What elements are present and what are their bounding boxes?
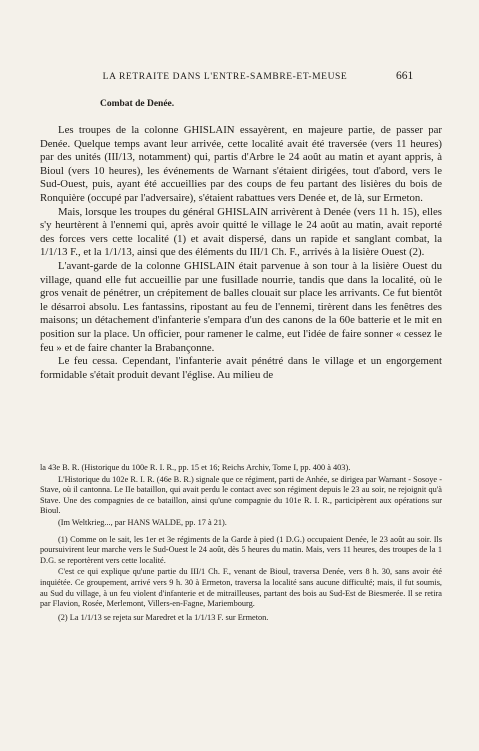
footnote-1-continued: C'est ce qui explique qu'une partie du III/1 Ch. F., venant de Bioul, traversa Denée, vers 8 h. 30, sans avoir été inquiétée. Ce groupement, arrivé vers 9 h. 30 à Ermeton, traversa la localité sans aucune difficulté; mais, il fut soumis, au Sud du village, à un feu violent d'infanterie et de mitrailleuses, partant des bois au Sud-Est de Biesmerée. Il se retira par Flavion, Rosée, Merlemont, Villers-en-Fagne, Mariembourg. xyxy=(40,567,442,609)
main-text xyxy=(40,124,442,382)
section-title: Combat de Denée. xyxy=(100,99,175,109)
footnote-historique: L'Historique du 102e R. I. R. (46e B. R.) signale que ce régiment, parti de Anhée, se dirigea par Warnant - Sosoye - Stave, où il cantonna. Le IIe bataillon, qui avait perdu le contact avec son régiment depuis le 23 au soir, ne rejoignit qu'à Stave. Une des compagnies de ce bataillon, ainsi qu'une compagnie du 101e R. I. R., participèrent aux opérations sur Bioul. xyxy=(40,474,442,516)
footnote-2: (2) La 1/1/13 se rejeta sur Maredret et la 1/1/13 F. sur Ermeton. xyxy=(58,612,269,622)
footnote-1: (1) Comme on le sait, les 1er et 3e régiments de la Garde à pied (1 D.G.) occupaient Denée, le 23 août au soir. Ils poursuivirent leur marche vers le Sud-Ouest le 24 août, dès 5 heures du matin. Mais, vers 11 heures, des troupes de la 1 D.G. se reportèrent vers cette localité. xyxy=(40,534,442,565)
running-title: LA RETRAITE DANS L'ENTRE-SAMBRE-ET-MEUSE xyxy=(102,72,348,82)
paragraph: Mais, lorsque les troupes du général GHISLAIN arrivèrent à Denée (vers 11 h. 15), elles s'y heurtèrent à l'ennemi qui, après avoir quitté le village le 24 août au matin, avait reporté des forces vers cette localité (1) et avait dispersé, dans un rapide et sanglant combat, la 1/1/13 F., et la 1/1/13, ainsi que des éléments du III/1 Ch. F., arrivés à la lisière Ouest (2). xyxy=(40,205,442,259)
paragraph: Le feu cessa. Cependant, l'infanterie avait pénétré dans le village et un engorgement formidable s'était produit devant l'église. Au milieu de xyxy=(40,355,442,381)
paragraph: L'avant-garde de la colonne GHISLAIN était parvenue à son tour à la lisière Ouest du village, quand elle fut accueillie par une fusillade nourrie, tandis que dans la localité, où le gros venait de pénétrer, un crépitement de balles clouait sur place les arrivants. Ce fut bientôt le désarroi absolu. Les fantassins, ripostant au feu de l'ennemi, tirèrent dans les fenêtres des maisons; un détachement d'infanterie s'empara d'un des canons de la 60e batterie et le mit en position sur la place. Un officier, pour ramener le calme, eut l'idée de faire sonner « cessez le feu » et de faire chanter la Brabançonne. xyxy=(40,259,442,354)
footnotes xyxy=(40,463,442,626)
footnote-weltkrieg: (Im Weltkrieg..., par HANS WALDE, pp. 17 à 21). xyxy=(58,517,227,527)
paragraph: Les troupes de la colonne GHISLAIN essayèrent, en majeure partie, de passer par Denée. Quelque temps avant leur arrivée, cette localité avait été traversée (vers 11 heures) par des unités (III/13, notamment) qui, partis d'Arbre le 24 août au matin et ayant appris, à Bioul (vers 10 heures), les événements de Warnant s'étaient dirigées, tout d'abord, vers le Sud-Ouest, puis, ayant été accueillies par des coups de feu partant des lisières du bois de Ronquière (occupé par l'adversaire), s'étaient rabattues vers Denée et, de là, sur Ermeton. xyxy=(40,124,442,204)
footnote-continuation: la 43e B. R. (Historique du 100e R. I. R., pp. 15 et 16; Reichs Archiv, Tome I, pp. 400 à 403). xyxy=(40,463,351,472)
page-number: 661 xyxy=(396,70,414,82)
